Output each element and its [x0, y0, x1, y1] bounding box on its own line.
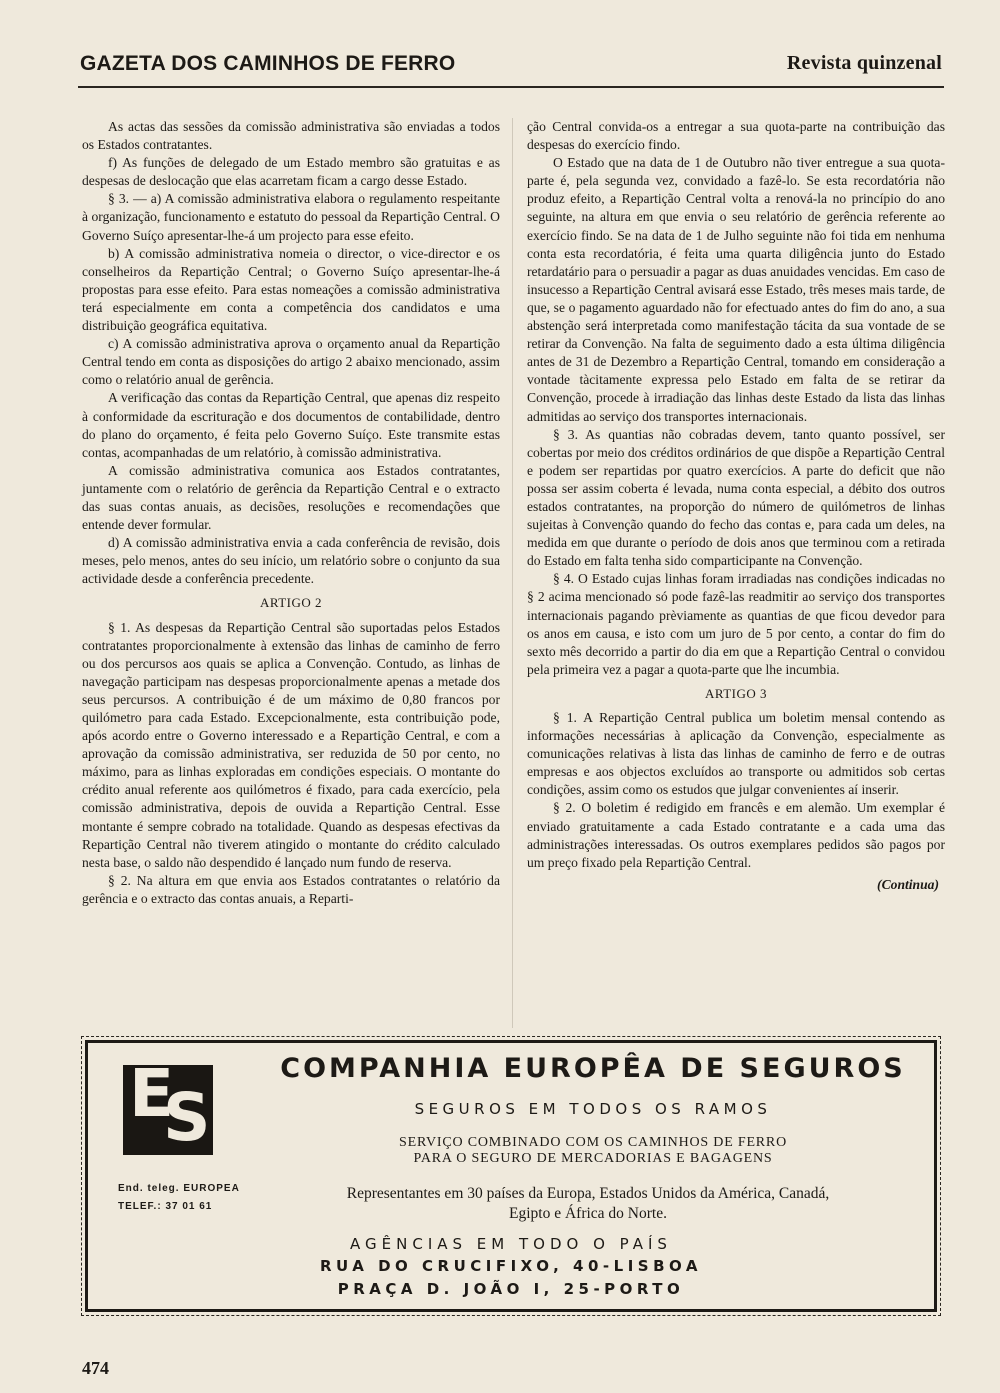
paragraph: b) A comissão administrativa nomeia o director, o vice-director e os conselheiros da Repartição Central; o Governo Suíço apresentar-lhe-á propostas para esse efeito. Para estas nomeações a comissão administrativa terá especialmente em conta a competência dos candidatos e uma distribuição geográfica equitativa.	[82, 245, 500, 334]
page-header	[80, 50, 942, 84]
telephone-number: TELEF.: 37 01 61	[118, 1201, 213, 1212]
paragraph: d) A comissão administrativa envia a cada conferência de revisão, dois meses, pelo menos, antes do seu início, um relatório sobre o conjunto da sua actividade desde a conferência precedente.	[82, 535, 500, 587]
right-column	[527, 118, 945, 894]
telegraph-address: End. teleg. EUROPEA	[118, 1183, 240, 1194]
company-logo	[123, 1055, 213, 1156]
company-name: COMPANHIA EUROPÊA DE SEGUROS	[280, 1053, 906, 1084]
header-rule	[78, 86, 944, 88]
journal-subtitle: Revista quinzenal	[786, 52, 942, 74]
column-divider	[512, 118, 513, 1028]
article-heading: ARTIGO 3	[704, 685, 768, 701]
paragraph: c) A comissão administrativa aprova o orçamento anual da Repartição Central tendo em conta as disposições do artigo 2 abaixo mencionado, assim como o relatório anual de gerência.	[82, 336, 500, 388]
paragraph: A verificação das contas da Repartição Central, que apenas diz respeito à conformidade da escrituração e dos documentos de contabilidade, dentro do plano do orçamento, é feita pelo Governo Suíço. Este transmite estas contas, acompanhadas de um relatório, à comissão administrativa.	[82, 390, 500, 460]
company-tagline: SEGUROS EM TODOS OS RAMOS	[414, 1100, 772, 1118]
insurance-advertisement	[85, 1040, 937, 1312]
logo-letter-s: S	[163, 1079, 211, 1156]
paragraph: § 4. O Estado cujas linhas foram irradiadas nas condições indicadas no § 2 acima mencionado só pode fazê-las readmitir ao serviço dos transportes internacionais pagando prèviamente as quantias de que ficou devedor para os anos em causa, e isto com um juro de 5 por cento, a contar do fim do sexto mês decorrido a partir do dia em que a Repartição Central o convidou pela primeira vez a pagar a quota-parte que lhe incumbia.	[527, 571, 945, 677]
paragraph: § 2. O boletim é redigido em francês e em alemão. Um exemplar é enviado gratuitamente a cada Estado contratante e a cada uma das administrações interessadas. Os outros exemplares pedidos são pagos por um preço fixado pela Repartição Central.	[527, 800, 945, 870]
paragraph: § 1. A Repartição Central publica um boletim mensal contendo as informações necessárias à aplicação da Convenção, especialmente as comunicações relativas à lista das linhas de caminho de ferro e de outras empresas e aos objectos excluídos ao transporte ou admitidos sob certas condições, assim como os estudos que julgar convenientes aí inserir.	[527, 710, 945, 798]
article-heading: ARTIGO 2	[259, 595, 323, 611]
continuation-note: (Continua)	[877, 876, 939, 892]
paragraph: § 3. As quantias não cobradas devem, tanto quanto possível, ser cobertas por meio dos créditos ordinários de que dispõe a Repartição Central e podem ser repartidas por quatro exercícios. A parte do deficit que não possa ser assim coberta é levada, numa conta especial, a débito dos outros estados contratantes, na proporção do número de quilómetros de linhas sujeitas à Convenção quando do fecho das contas e, para cada um deles, na medida em que durante o período de dois anos que terminou com a retirada do Estado em falta tenha sido comparticipante na Convenção.	[527, 426, 945, 569]
paragraph: As actas das sessões da comissão administrativa são enviadas a todos os Estados contratantes.	[82, 119, 500, 153]
page-number: 474	[82, 1358, 109, 1378]
logo-letter-e: E	[129, 1055, 175, 1132]
service-line: PARA O SEGURO DE MERCADORIAS E BAGAGENS	[413, 1151, 773, 1166]
paragraph: f) As funções de delegado de um Estado membro são gratuitas e as despesas de deslocação que elas acarretam ficam a cargo desse Estado.	[82, 155, 500, 189]
paragraph: A comissão administrativa comunica aos Estados contratantes, juntamente com o relatório de gerência da Repartição Central e o extracto das suas contas anuais, as decisões, resoluções e recomendações que entende dever formular.	[82, 462, 500, 533]
service-text	[258, 1135, 928, 1167]
agencies-line: AGÊNCIAS EM TODO O PAÍS	[350, 1235, 672, 1253]
service-line: SERVIÇO COMBINADO COM OS CAMINHOS DE FERRO	[399, 1135, 787, 1150]
paragraph: § 3. — a) A comissão administrativa elabora o regulamento respeitante à organização, funcionamento e estatuto do pessoal da Repartição Central. O Governo Suíço apresentar-lhe-á um projecto para esse efeito.	[82, 191, 500, 243]
representatives-line: Egipto e África do Norte.	[509, 1205, 667, 1222]
paragraph: § 1. As despesas da Repartição Central são suportadas pelos Estados contratantes proporcionalmente à extensão das linhas de caminho de ferro ou dos percursos aos quais se aplica a Convenção. Contudo, as linhas de navegação participam nas despesas proporcionalmente apenas a metade dos seus percursos. A contribuição é de um máximo de 0,80 francos por quilómetro para cada Estado. Excepcionalmente, esta contribuição pode, após acordo entre o Governo interessado e a Repartição Central, e com a aprovação da comissão administrativa, ser reduzida de 50 por cento, no máximo, para as linhas exploradas em condições especiais. O montante do crédito anual referente aos quilómetros é fixado, para cada exercício, pela comissão administrativa, depois de ouvida a Repartição Central. Esse montante é sempre cobrado na totalidade. Quando as despesas efectivas da Repartição Central não tiverem atingido o montante do crédito calculado nesta base, o saldo não despendido é lançado num fundo de reserva.	[82, 619, 500, 870]
journal-title: GAZETA DOS CAMINHOS DE FERRO	[80, 52, 456, 75]
porto-address: PRAÇA D. JOÃO I, 25-PORTO	[337, 1280, 685, 1298]
paragraph: § 2. Na altura em que envia aos Estados contratantes o relatório da gerência e o extracto das contas anuais, a Reparti-	[82, 872, 500, 906]
paragraph: O Estado que na data de 1 de Outubro não tiver entregue a sua quota-parte é, pela segunda vez, convidado a fazê-lo. Se esta recordatória não produz efeito, a Repartição Central volta a renová-la no princípio do ano seguinte, na altura em que envia o seu relatório de gerência referente ao exercício findo. Se na data de 1 de Julho seguinte não foi tida em nenhuma conta esta recordatória, é feita uma quarta diligência junto do Estado retardatário para o persuadir a pagar as duas anuidades vencidas. Em caso de insucesso a Repartição Central avisará esse Estado, três meses mais tarde, de que, se o pagamento aguardado não for efectuado antes do fim do ano, a sua abstenção será interpretada como manifestação tácita da sua vontade de se retirar da Convenção. Na falta de seguimento dado a esta última diligência antes de 31 de Dezembro a Repartição Central, tomando em consideração a vontade tàcitamente expressa pelo Estado em falta de se retirar da Convenção, procede à irradiação das linhas deste Estado da lista das linhas admitidas ao serviço dos transportes internacionais.	[527, 155, 945, 424]
paragraph: ção Central convida-os a entregar a sua quota-parte na contribuição das despesas do exercício findo.	[527, 119, 945, 153]
representatives-line: Representantes em 30 países da Europa, Estados Unidos da América, Canadá,	[346, 1185, 830, 1202]
representatives-text	[308, 1184, 868, 1224]
left-column	[82, 118, 500, 908]
lisbon-address: RUA DO CRUCIFIXO, 40-LISBOA	[320, 1257, 702, 1275]
